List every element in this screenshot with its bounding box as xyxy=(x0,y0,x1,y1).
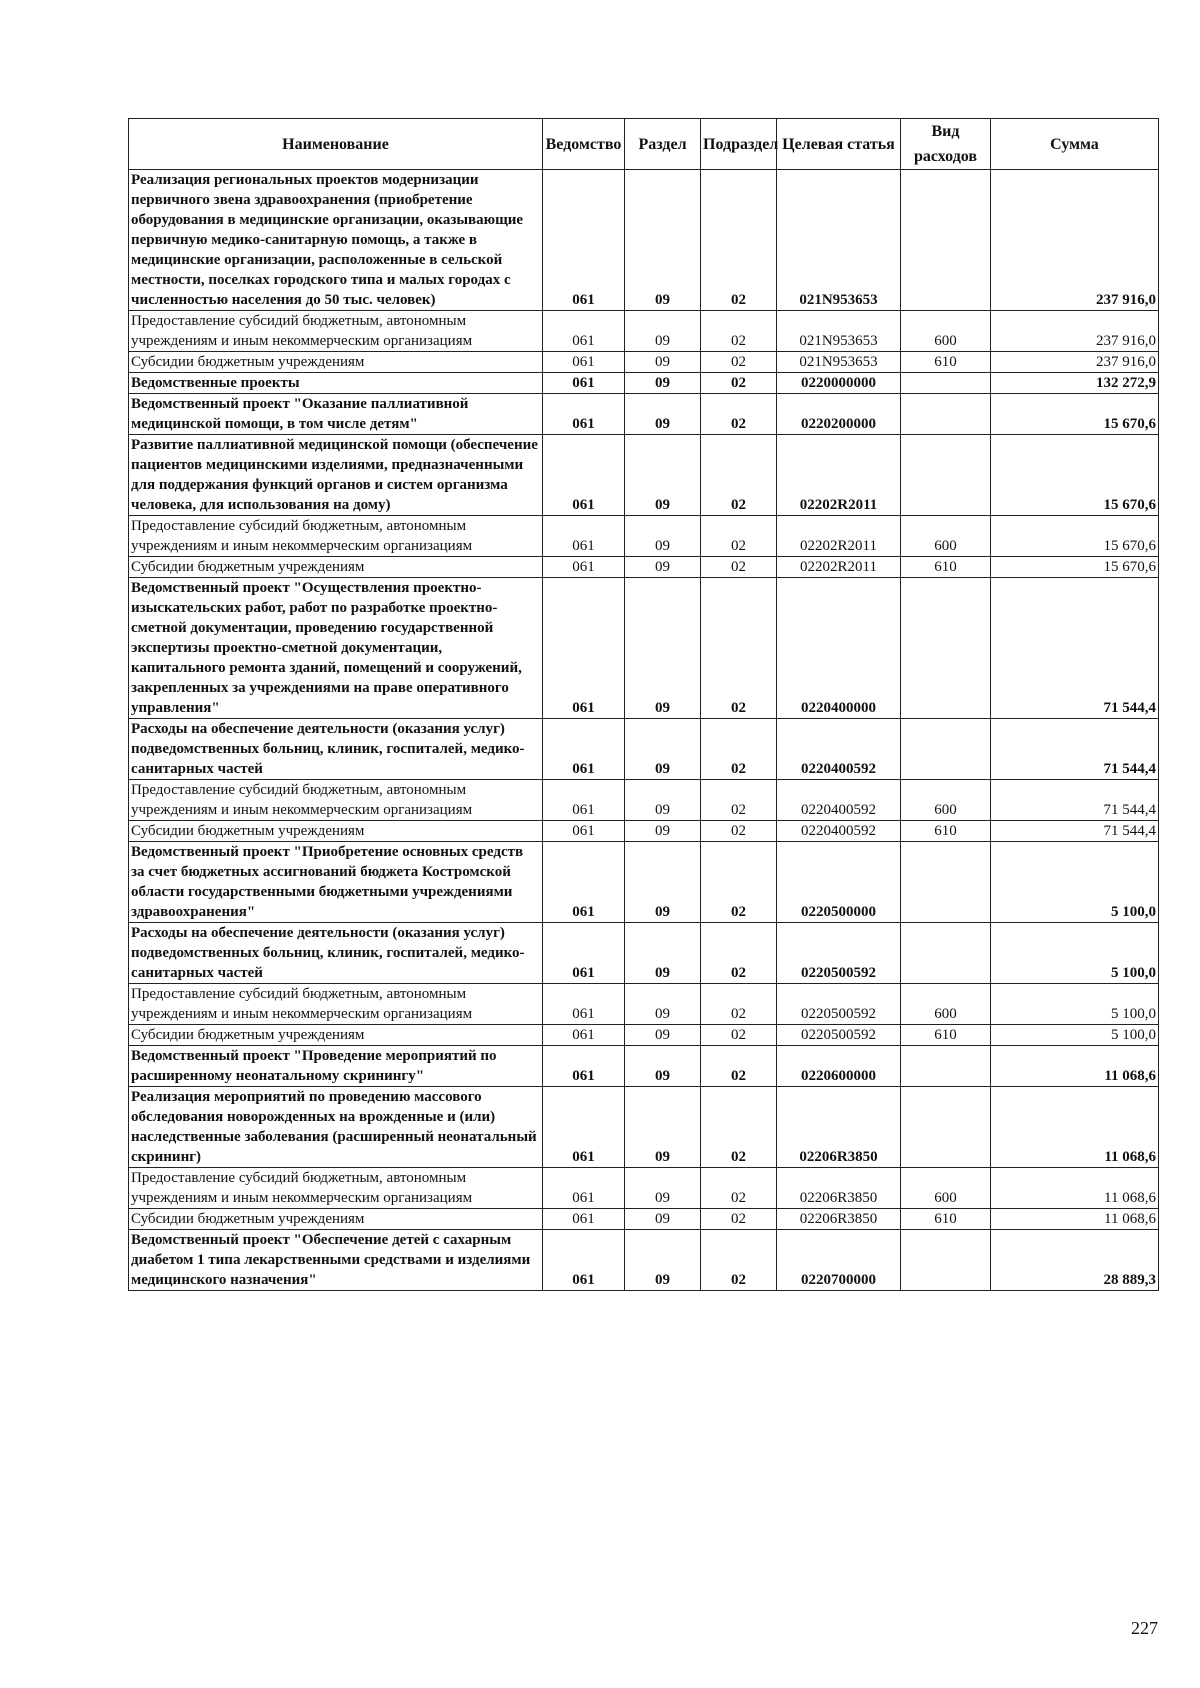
row-subsection: 02 xyxy=(701,1230,777,1291)
row-target: 021N953653 xyxy=(777,170,901,311)
row-name: Субсидии бюджетным учреждениям xyxy=(129,1209,543,1230)
table-row xyxy=(129,435,1159,516)
row-subsection: 02 xyxy=(701,719,777,780)
row-name: Расходы на обеспечение деятельности (оказания услуг) подведомственных больниц, клиник, госпиталей, медико-санитарных частей xyxy=(129,719,543,780)
table-row xyxy=(129,394,1159,435)
row-section: 09 xyxy=(625,394,701,435)
row-target: 0220500592 xyxy=(777,984,901,1025)
table-row xyxy=(129,821,1159,842)
row-section: 09 xyxy=(625,1046,701,1087)
table-row xyxy=(129,1087,1159,1168)
row-sum: 5 100,0 xyxy=(991,984,1159,1025)
row-subsection: 02 xyxy=(701,516,777,557)
row-sum: 15 670,6 xyxy=(991,516,1159,557)
row-name: Ведомственный проект "Обеспечение детей с сахарным диабетом 1 типа лекарственными средствами и изделиями медицинского назначения" xyxy=(129,1230,543,1291)
row-section: 09 xyxy=(625,719,701,780)
row-sum: 15 670,6 xyxy=(991,435,1159,516)
row-section: 09 xyxy=(625,373,701,394)
table-row xyxy=(129,719,1159,780)
row-ministry: 061 xyxy=(543,1209,625,1230)
row-subsection: 02 xyxy=(701,352,777,373)
row-sum: 11 068,6 xyxy=(991,1209,1159,1230)
row-expense-type: 600 xyxy=(901,780,991,821)
row-sum: 5 100,0 xyxy=(991,923,1159,984)
row-sum: 5 100,0 xyxy=(991,1025,1159,1046)
table-row xyxy=(129,1046,1159,1087)
header-section: Раздел xyxy=(625,119,701,170)
row-expense-type: 610 xyxy=(901,352,991,373)
table-row xyxy=(129,1025,1159,1046)
row-target: 02202R2011 xyxy=(777,557,901,578)
row-ministry: 061 xyxy=(543,516,625,557)
row-target: 0220700000 xyxy=(777,1230,901,1291)
row-name: Субсидии бюджетным учреждениям xyxy=(129,557,543,578)
row-sum: 237 916,0 xyxy=(991,170,1159,311)
row-expense-type xyxy=(901,1230,991,1291)
row-name: Развитие паллиативной медицинской помощи (обеспечение пациентов медицинскими изделиями, предназначенными для поддержания функций органов и систем организма человека, для использования на дому) xyxy=(129,435,543,516)
row-subsection: 02 xyxy=(701,394,777,435)
table-row xyxy=(129,311,1159,352)
row-subsection: 02 xyxy=(701,923,777,984)
row-section: 09 xyxy=(625,780,701,821)
table-row xyxy=(129,923,1159,984)
row-sum: 71 544,4 xyxy=(991,780,1159,821)
row-section: 09 xyxy=(625,1087,701,1168)
row-target: 0220200000 xyxy=(777,394,901,435)
row-target: 021N953653 xyxy=(777,352,901,373)
row-ministry: 061 xyxy=(543,373,625,394)
table-header-row xyxy=(129,119,1159,170)
row-expense-type xyxy=(901,578,991,719)
row-subsection: 02 xyxy=(701,821,777,842)
row-ministry: 061 xyxy=(543,719,625,780)
row-ministry: 061 xyxy=(543,557,625,578)
row-target: 021N953653 xyxy=(777,311,901,352)
row-expense-type: 610 xyxy=(901,557,991,578)
row-subsection: 02 xyxy=(701,1209,777,1230)
row-subsection: 02 xyxy=(701,1087,777,1168)
table-row xyxy=(129,516,1159,557)
row-sum: 132 272,9 xyxy=(991,373,1159,394)
row-sum: 11 068,6 xyxy=(991,1046,1159,1087)
row-subsection: 02 xyxy=(701,1046,777,1087)
row-name: Субсидии бюджетным учреждениям xyxy=(129,821,543,842)
row-expense-type xyxy=(901,1046,991,1087)
row-section: 09 xyxy=(625,311,701,352)
row-target: 0220400592 xyxy=(777,780,901,821)
row-sum: 71 544,4 xyxy=(991,578,1159,719)
table-body xyxy=(129,170,1159,1291)
row-sum: 237 916,0 xyxy=(991,352,1159,373)
row-expense-type xyxy=(901,1087,991,1168)
row-subsection: 02 xyxy=(701,557,777,578)
row-ministry: 061 xyxy=(543,923,625,984)
row-sum: 11 068,6 xyxy=(991,1168,1159,1209)
row-target: 0220400592 xyxy=(777,719,901,780)
row-ministry: 061 xyxy=(543,1046,625,1087)
row-subsection: 02 xyxy=(701,170,777,311)
row-sum: 71 544,4 xyxy=(991,719,1159,780)
row-ministry: 061 xyxy=(543,394,625,435)
row-ministry: 061 xyxy=(543,1230,625,1291)
row-ministry: 061 xyxy=(543,780,625,821)
row-section: 09 xyxy=(625,1209,701,1230)
row-section: 09 xyxy=(625,923,701,984)
row-target: 0220500592 xyxy=(777,923,901,984)
row-ministry: 061 xyxy=(543,1025,625,1046)
table-row xyxy=(129,170,1159,311)
row-sum: 237 916,0 xyxy=(991,311,1159,352)
row-section: 09 xyxy=(625,821,701,842)
row-subsection: 02 xyxy=(701,780,777,821)
row-ministry: 061 xyxy=(543,984,625,1025)
row-expense-type: 610 xyxy=(901,821,991,842)
row-subsection: 02 xyxy=(701,578,777,719)
row-ministry: 061 xyxy=(543,842,625,923)
row-expense-type xyxy=(901,842,991,923)
row-name: Предоставление субсидий бюджетным, автономным учреждениям и иным некоммерческим организациям xyxy=(129,780,543,821)
row-target: 02202R2011 xyxy=(777,435,901,516)
row-name: Ведомственный проект "Приобретение основных средств за счет бюджетных ассигнований бюджета Костромской области государственными бюджетными учреждениями здравоохранения" xyxy=(129,842,543,923)
table-row xyxy=(129,1209,1159,1230)
row-sum: 28 889,3 xyxy=(991,1230,1159,1291)
row-target: 02202R2011 xyxy=(777,516,901,557)
row-subsection: 02 xyxy=(701,435,777,516)
table-row xyxy=(129,352,1159,373)
row-ministry: 061 xyxy=(543,821,625,842)
row-subsection: 02 xyxy=(701,311,777,352)
row-sum: 11 068,6 xyxy=(991,1087,1159,1168)
row-subsection: 02 xyxy=(701,984,777,1025)
table-row xyxy=(129,842,1159,923)
row-section: 09 xyxy=(625,516,701,557)
row-expense-type: 600 xyxy=(901,1168,991,1209)
row-name: Субсидии бюджетным учреждениям xyxy=(129,352,543,373)
row-expense-type xyxy=(901,170,991,311)
row-subsection: 02 xyxy=(701,842,777,923)
row-target: 0220600000 xyxy=(777,1046,901,1087)
header-name: Наименование xyxy=(129,119,543,170)
table-row xyxy=(129,557,1159,578)
row-sum: 5 100,0 xyxy=(991,842,1159,923)
row-expense-type xyxy=(901,719,991,780)
row-name: Предоставление субсидий бюджетным, автономным учреждениям и иным некоммерческим организациям xyxy=(129,1168,543,1209)
row-section: 09 xyxy=(625,435,701,516)
row-ministry: 061 xyxy=(543,1087,625,1168)
header-ministry: Ведомство xyxy=(543,119,625,170)
row-expense-type: 610 xyxy=(901,1025,991,1046)
row-subsection: 02 xyxy=(701,1168,777,1209)
row-section: 09 xyxy=(625,842,701,923)
row-expense-type: 600 xyxy=(901,984,991,1025)
header-sum: Сумма xyxy=(991,119,1159,170)
row-ministry: 061 xyxy=(543,1168,625,1209)
table-row xyxy=(129,578,1159,719)
row-sum: 15 670,6 xyxy=(991,394,1159,435)
budget-table xyxy=(128,118,1159,1291)
row-name: Реализация мероприятий по проведению массового обследования новорожденных на врожденные и (или) наследственные заболевания (расширенный неонатальный скрининг) xyxy=(129,1087,543,1168)
row-ministry: 061 xyxy=(543,578,625,719)
row-section: 09 xyxy=(625,1168,701,1209)
row-ministry: 061 xyxy=(543,435,625,516)
row-ministry: 061 xyxy=(543,352,625,373)
row-ministry: 061 xyxy=(543,311,625,352)
row-name: Ведомственный проект "Оказание паллиативной медицинской помощи, в том числе детям" xyxy=(129,394,543,435)
row-subsection: 02 xyxy=(701,1025,777,1046)
row-target: 0220000000 xyxy=(777,373,901,394)
row-target: 0220500000 xyxy=(777,842,901,923)
row-name: Предоставление субсидий бюджетным, автономным учреждениям и иным некоммерческим организациям xyxy=(129,984,543,1025)
row-name: Предоставление субсидий бюджетным, автономным учреждениям и иным некоммерческим организациям xyxy=(129,311,543,352)
row-expense-type: 600 xyxy=(901,516,991,557)
row-section: 09 xyxy=(625,578,701,719)
row-target: 0220400592 xyxy=(777,821,901,842)
row-target: 02206R3850 xyxy=(777,1168,901,1209)
row-expense-type: 610 xyxy=(901,1209,991,1230)
row-name: Субсидии бюджетным учреждениям xyxy=(129,1025,543,1046)
row-expense-type xyxy=(901,435,991,516)
table-row xyxy=(129,984,1159,1025)
header-expense-type: Вид расходов xyxy=(901,119,991,170)
row-expense-type xyxy=(901,923,991,984)
row-name: Ведомственные проекты xyxy=(129,373,543,394)
row-target: 02206R3850 xyxy=(777,1209,901,1230)
row-sum: 15 670,6 xyxy=(991,557,1159,578)
header-subsection: Подраздел xyxy=(701,119,777,170)
row-expense-type xyxy=(901,373,991,394)
row-name: Предоставление субсидий бюджетным, автономным учреждениям и иным некоммерческим организациям xyxy=(129,516,543,557)
row-expense-type xyxy=(901,394,991,435)
row-section: 09 xyxy=(625,1025,701,1046)
table-row xyxy=(129,780,1159,821)
row-target: 0220500592 xyxy=(777,1025,901,1046)
row-target: 02206R3850 xyxy=(777,1087,901,1168)
row-name: Ведомственный проект "Проведение мероприятий по расширенному неонатальному скринингу" xyxy=(129,1046,543,1087)
row-expense-type: 600 xyxy=(901,311,991,352)
row-ministry: 061 xyxy=(543,170,625,311)
row-name: Реализация региональных проектов модернизации первичного звена здравоохранения (приобретение оборудования в медицинские организации, оказывающие первичную медико-санитарную помощь, а также в медицинские организации, расположенные в сельской местности, поселках городского типа и малых городах с численностью населения до 50 тыс. человек) xyxy=(129,170,543,311)
table-row xyxy=(129,1230,1159,1291)
row-section: 09 xyxy=(625,984,701,1025)
row-section: 09 xyxy=(625,170,701,311)
row-subsection: 02 xyxy=(701,373,777,394)
row-sum: 71 544,4 xyxy=(991,821,1159,842)
table-row xyxy=(129,1168,1159,1209)
page-number: 227 xyxy=(1131,1618,1158,1638)
header-target: Целевая статья xyxy=(777,119,901,170)
row-section: 09 xyxy=(625,557,701,578)
row-target: 0220400000 xyxy=(777,578,901,719)
table-row xyxy=(129,373,1159,394)
row-name: Ведомственный проект "Осуществления проектно-изыскательских работ, работ по разработке проектно-сметной документации, проведению государственной экспертизы проектно-сметной документации, капитального ремонта зданий, помещений и сооружений, закрепленных за учреждениями на праве оперативного управления" xyxy=(129,578,543,719)
row-name: Расходы на обеспечение деятельности (оказания услуг) подведомственных больниц, клиник, госпиталей, медико-санитарных частей xyxy=(129,923,543,984)
row-section: 09 xyxy=(625,1230,701,1291)
row-section: 09 xyxy=(625,352,701,373)
